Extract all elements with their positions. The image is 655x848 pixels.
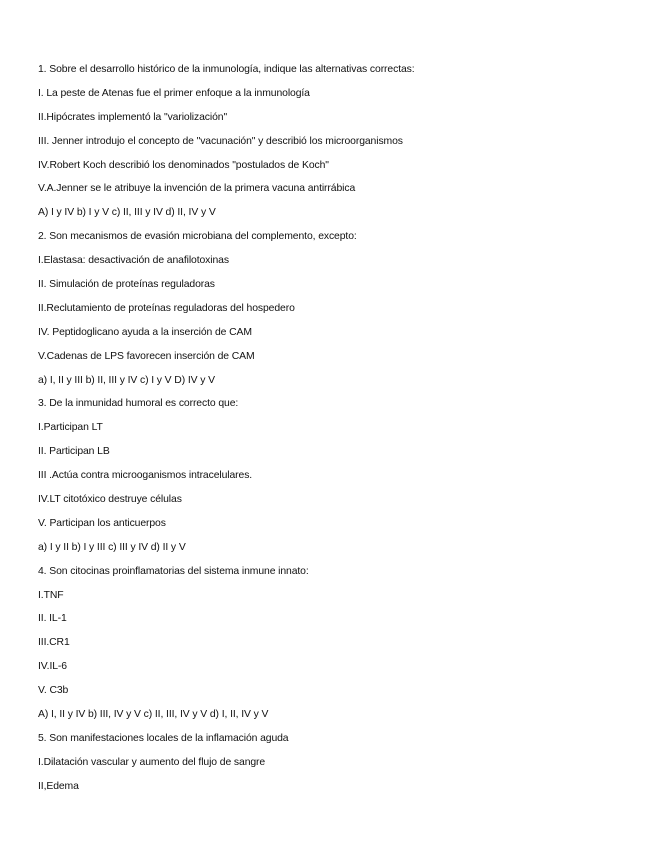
question-4-statement-v: V. C3b — [38, 685, 69, 697]
question-3-options: a) I y II b) I y III c) III y IV d) II y V — [38, 541, 186, 553]
question-3-prompt: 3. De la inmunidad humoral es correcto que: — [38, 398, 239, 410]
question-3-statement-iii: III .Actúa contra microoganismos intracelulares. — [38, 470, 253, 482]
question-1-options: A) I y IV b) I y V c) II, III y IV d) II, IV y V — [38, 207, 216, 219]
question-3-statement-ii: II. Participan LB — [38, 446, 110, 458]
question-2-statement-i: I.Elastasa: desactivación de anafilotoxinas — [38, 255, 229, 267]
question-1-statement-v: V.A.Jenner se le atribuye la invención de la primera vacuna antirrábica — [38, 183, 356, 195]
question-2-statement-ii: II. Simulación de proteínas reguladoras — [38, 279, 215, 291]
question-1-prompt: 1. Sobre el desarrollo histórico de la inmunología, indique las alternativas correctas: — [38, 64, 415, 75]
question-3-statement-iv: IV.LT citotóxico destruye células — [38, 494, 182, 506]
question-1-statement-ii: II.Hipócrates implementó la "variolización" — [38, 111, 228, 123]
question-list — [38, 62, 628, 803]
question-4-statement-ii: II. IL-1 — [38, 613, 67, 625]
question-5-prompt: 5. Son manifestaciones locales de la inflamación aguda — [38, 732, 289, 744]
question-5-statement-i: I.Dilatación vascular y aumento del flujo de sangre — [38, 756, 266, 768]
question-4-statement-iii: III.CR1 — [38, 637, 70, 649]
question-1-statement-i: I. La peste de Atenas fue el primer enfoque a la inmunología — [38, 87, 310, 99]
question-1-statement-iii: III. Jenner introdujo el concepto de "vacunación" y describió los microorganismos — [38, 135, 403, 147]
question-4-options: A) I, II y IV b) III, IV y V c) II, III, IV y V d) I, II, IV y V — [38, 709, 269, 721]
question-1-statement-iv: IV.Robert Koch describió los denominados "postulados de Koch" — [38, 159, 329, 171]
question-2-prompt: 2. Son mecanismos de evasión microbiana del complemento, excepto: — [38, 231, 357, 243]
question-3-statement-i: I.Participan LT — [38, 422, 103, 434]
question-4-prompt: 4. Son citocinas proinflamatorias del sistema inmune innato: — [38, 565, 309, 577]
question-2-statement-iii: II.Reclutamiento de proteínas reguladoras del hospedero — [38, 302, 295, 314]
question-2-statement-iv: IV. Peptidoglicano ayuda a la inserción de CAM — [38, 326, 252, 338]
question-2-options: a) I, II y III b) II, III y IV c) I y V D) IV y V — [38, 374, 215, 386]
question-4-statement-iv: IV.IL-6 — [38, 661, 67, 673]
question-2-statement-v: V.Cadenas de LPS favorecen inserción de CAM — [38, 350, 255, 362]
question-3-statement-v: V. Participan los anticuerpos — [38, 517, 166, 529]
question-5-statement-ii: II,Edema — [38, 780, 79, 792]
question-4-statement-i: I.TNF — [38, 589, 64, 601]
